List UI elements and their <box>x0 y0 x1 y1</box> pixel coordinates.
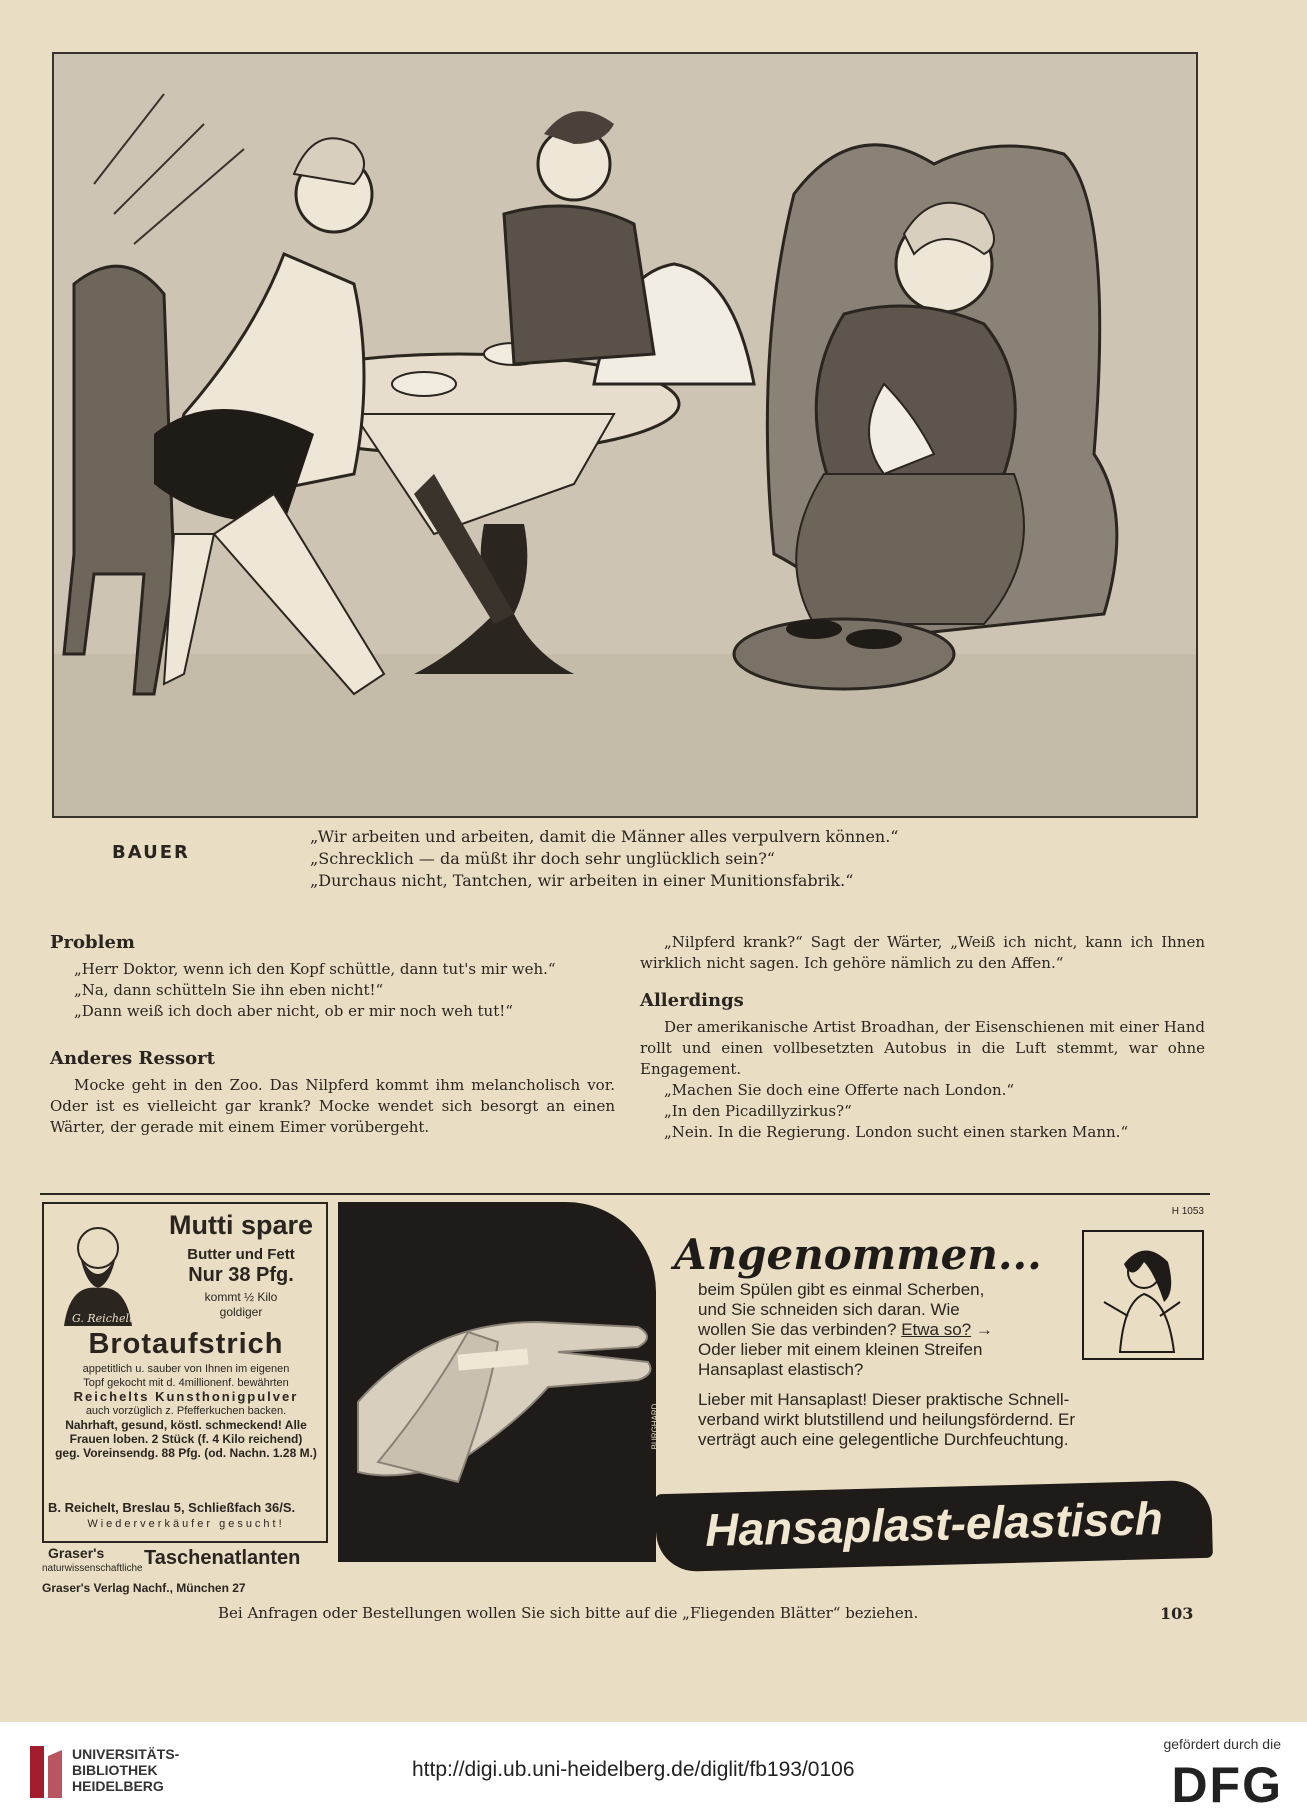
ad-address: B. Reichelt, Breslau 5, Schließfach 36/S. <box>48 1500 296 1515</box>
ad-body-line: appetitlich u. sauber von Ihnen im eigenen <box>82 1363 290 1375</box>
divider-rule <box>40 1193 1210 1195</box>
dialogue-line: „Machen Sie doch eine Offerte nach London.“ <box>664 1081 1015 1099</box>
ad-body <box>48 1362 324 1460</box>
ad-copy-line: wollen Sie das verbinden? Etwa so? → <box>698 1320 993 1339</box>
dfg-logo: DFG <box>1171 1757 1283 1813</box>
ad-copy-line: und Sie schneiden sich daran. Wie <box>698 1300 960 1319</box>
ad-body-line: Nahrhaft, gesund, köstl. schmeckend! Alle <box>65 1418 307 1432</box>
nilpferd-paragraph: „Nilpferd krank?“ Sagt der Wärter, „Weiß ich nicht, kann ich Ihnen wirklich nicht sagen. Ich gehöre nämlich zu den Affen.“ <box>640 933 1205 972</box>
graser-sub: naturwissenschaftliche <box>42 1563 143 1574</box>
hansaplast-advertisement <box>338 1202 1208 1597</box>
allerdings-paragraph: Der amerikanische Artist Broadhan, der Eisenschienen mit einer Hand rollt und einen vollbesetzten Autobus in die Luft stemmt, war ohne Engagement. <box>640 1018 1205 1078</box>
ad-kunsthonig: Reichelts Kunsthonigpulver <box>73 1389 299 1404</box>
caption-line: „Wir arbeiten und arbeiten, damit die Männer alles verpulvern können.“ <box>310 827 899 846</box>
ad-copy-line: Hansaplast elastisch? <box>698 1360 864 1379</box>
ad-title: Mutti spare <box>168 1210 314 1240</box>
ad-copy-fragment: wollen Sie das verbinden? <box>698 1320 897 1339</box>
cartoon-drawing <box>54 54 1196 816</box>
ad-reseller-note: Wiederverkäufer gesucht! <box>87 1518 285 1530</box>
caption-line: „Schrecklich — da müßt ihr doch sehr unglücklich sein?“ <box>310 849 775 868</box>
artist-signature: BAUER <box>112 842 190 863</box>
ressort-paragraph: Mocke geht in den Zoo. Das Nilpferd kommt ihm melancholisch vor. Oder ist es vielleicht gar krank? Mocke wendet sich besorgt an einen Wärter, der gerade mit einem Eimer vorübergeht. <box>50 1076 615 1136</box>
left-text-column <box>50 932 615 1138</box>
ad-product: Brotaufstrich <box>88 1328 284 1360</box>
heading-allerdings: Allerdings <box>640 990 744 1011</box>
dialogue-line: „Nein. In die Regierung. London sucht einen starken Mann.“ <box>664 1123 1129 1141</box>
dialogue-line: „Herr Doktor, wenn ich den Kopf schüttle, dann tut's mir weh.“ <box>74 960 556 978</box>
dialogue-line: „Dann weiß ich doch aber nicht, ob er mir noch weh tut!“ <box>74 1002 513 1020</box>
ad-note-line: goldiger <box>219 1305 263 1319</box>
ad-copy-line: Lieber mit Hansaplast! Dieser praktische Schnell- <box>698 1390 1070 1409</box>
library-name-line: UNIVERSITÄTS- <box>72 1746 180 1762</box>
graser-name: Graser's <box>48 1545 105 1561</box>
library-name <box>72 1746 179 1794</box>
ad-price: Nur 38 Pfg. <box>188 1264 294 1286</box>
library-footer-bar <box>0 1722 1307 1820</box>
ad-copy-line: Oder lieber mit einem kleinen Streifen <box>698 1340 983 1359</box>
ad-copy-2 <box>698 1390 1158 1450</box>
reichelt-advertisement <box>42 1202 328 1543</box>
graser-title: Taschenatlanten <box>144 1547 301 1569</box>
ad-copy <box>698 1280 1008 1380</box>
portrait-illustration <box>50 1214 145 1334</box>
library-name-line: BIBLIOTHEK <box>72 1762 158 1778</box>
dialogue-line: „In den Picadillyzirkus?“ <box>664 1102 852 1120</box>
caption-line: „Durchaus nicht, Tantchen, wir arbeiten in einer Munitionsfabrik.“ <box>310 871 854 890</box>
woman-sketch <box>1084 1232 1202 1358</box>
ad-subtitle: Butter und Fett <box>187 1246 295 1263</box>
ad-copy-line: beim Spülen gibt es einmal Scherben, <box>698 1280 985 1299</box>
heading-problem: Problem <box>50 932 135 953</box>
hansaplast-banner <box>655 1480 1213 1573</box>
framed-woman-illustration <box>1082 1230 1204 1360</box>
ad-body-line: Topf gekocht mit d. 4millionenf. bewährten <box>83 1377 289 1389</box>
graser-publisher: Graser's Verlag Nachf., München 27 <box>42 1581 246 1595</box>
university-library-logo-icon <box>26 1742 66 1802</box>
graser-advertisement <box>42 1545 328 1599</box>
hand-illustration <box>338 1202 656 1562</box>
ad-body-line: geg. Voreinsendg. 88 Pfg. (od. Nachn. 1.28 M.) <box>55 1446 317 1460</box>
ad-note-line: kommt ½ Kilo <box>204 1290 278 1304</box>
library-name-line: HEIDELBERG <box>72 1778 164 1794</box>
ad-copy-underlined: Etwa so? <box>901 1320 972 1339</box>
artist-credit: BURGHARD <box>650 1403 660 1450</box>
ad-headline: Angenommen... <box>674 1230 1042 1279</box>
portrait-signature: G. Reichelt <box>72 1312 134 1325</box>
heading-anderes-ressort: Anderes Ressort <box>50 1048 215 1069</box>
cartoon-caption <box>310 826 1010 892</box>
dialogue-line: „Na, dann schütteln Sie ihn eben nicht!“ <box>74 981 384 999</box>
page-number: 103 <box>1160 1604 1194 1623</box>
ad-body-line: Frauen loben. 2 Stück (f. 4 Kilo reichend) <box>69 1432 303 1446</box>
hand-illustration-panel <box>338 1202 656 1562</box>
ad-copy-line: verträgt auch eine gelegentliche Durchfeuchtung. <box>698 1430 1069 1449</box>
footer-note: Bei Anfragen oder Bestellungen wollen Sie sich bitte auf die „Fliegenden Blätter“ beziehen. <box>218 1604 919 1622</box>
ad-body-line: auch vorzüglich z. Pfefferkuchen backen. <box>85 1405 287 1417</box>
funding-label: gefördert durch die <box>1163 1736 1281 1752</box>
ad-copy-line: verband wirkt blutstillend und heilungsfördernd. Er <box>698 1410 1076 1429</box>
right-text-column <box>640 932 1205 1143</box>
source-url-link[interactable]: http://digi.ub.uni-heidelberg.de/diglit/fb193/0106 <box>412 1758 855 1781</box>
ad-code: H 1053 <box>1171 1206 1204 1217</box>
ad-note <box>156 1290 326 1320</box>
banner-text: Hansaplast-elastisch <box>704 1492 1164 1556</box>
